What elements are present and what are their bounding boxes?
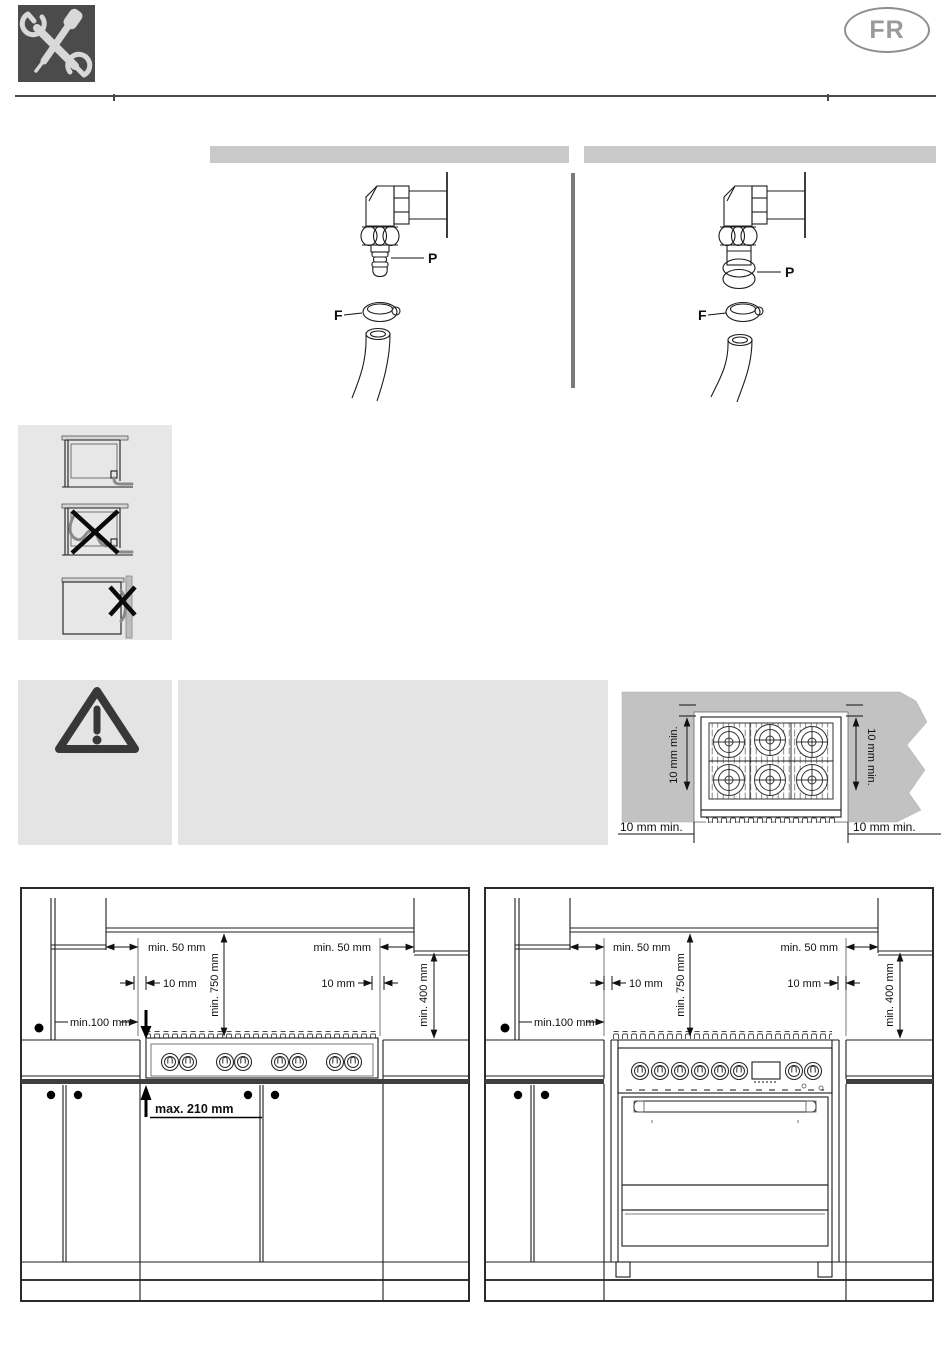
dim-bottom-left: 10 mm min. <box>620 820 683 834</box>
section-divider <box>571 173 575 388</box>
hose-routing-diagrams <box>18 425 172 640</box>
dim-max210: max. 210 mm <box>155 1102 234 1116</box>
dim-min750: min. 750 mm <box>675 953 687 1017</box>
dim-top-right: 10 mm min. <box>865 728 877 786</box>
label-f-right: F <box>698 307 707 323</box>
language-badge-label: FR <box>869 15 905 44</box>
range-front-view <box>611 1031 839 1277</box>
dim-min400: min. 400 mm <box>418 963 430 1027</box>
dimensions-range <box>501 934 901 1038</box>
dim-top-left: 10 mm min. <box>668 726 680 784</box>
label-p-right: P <box>785 264 795 280</box>
dim-bottom-right: 10 mm min. <box>853 820 916 834</box>
hose-routing-coiled-forbidden <box>62 504 133 555</box>
dim-min100: min.100 mm <box>70 1017 131 1029</box>
dim-min50-right: min. 50 mm <box>780 942 838 954</box>
clearance-top-view <box>612 685 945 860</box>
label-f-left: F <box>334 307 343 323</box>
dim-min100: min.100 mm <box>534 1017 595 1029</box>
header-rule <box>15 95 936 97</box>
warning-triangle-icon <box>18 680 172 845</box>
dim-min750: min. 750 mm <box>209 953 221 1017</box>
install-diagram-cooktop <box>20 887 472 1304</box>
warning-icon-box <box>18 680 172 845</box>
section-bar-right <box>584 146 936 163</box>
label-p-left: P <box>428 250 438 266</box>
dim-min50-left: min. 50 mm <box>613 942 671 954</box>
tools-icon-art <box>18 5 95 82</box>
cooktop-front-view <box>146 1031 378 1078</box>
section-bar-left <box>210 146 569 163</box>
dimensions-cooktop <box>35 934 435 1118</box>
dim-10mm-left: 10 mm <box>163 978 197 990</box>
dim-10mm-right: 10 mm <box>787 978 821 990</box>
install-diagram-range <box>484 887 936 1304</box>
dim-min50-left: min. 50 mm <box>148 942 206 954</box>
dim-min400: min. 400 mm <box>884 963 896 1027</box>
language-badge <box>844 7 930 53</box>
hose-routing-panel <box>18 425 172 640</box>
kitchen-structure <box>21 898 469 1301</box>
warning-text-box <box>178 680 608 845</box>
dim-10mm-right: 10 mm <box>321 978 355 990</box>
hose-crushed-forbidden <box>62 576 135 638</box>
gas-connection-diagrams <box>200 165 940 405</box>
dim-min50-right: min. 50 mm <box>313 942 371 954</box>
rule-tick-left <box>113 94 115 101</box>
kitchen-structure <box>485 898 933 1301</box>
gas-connection-right-art <box>698 172 805 402</box>
tools-icon <box>18 5 95 82</box>
gas-connection-left-art <box>334 172 447 401</box>
rule-tick-right <box>827 94 829 101</box>
dim-10mm-left: 10 mm <box>629 978 663 990</box>
hose-routing-correct <box>62 436 133 487</box>
